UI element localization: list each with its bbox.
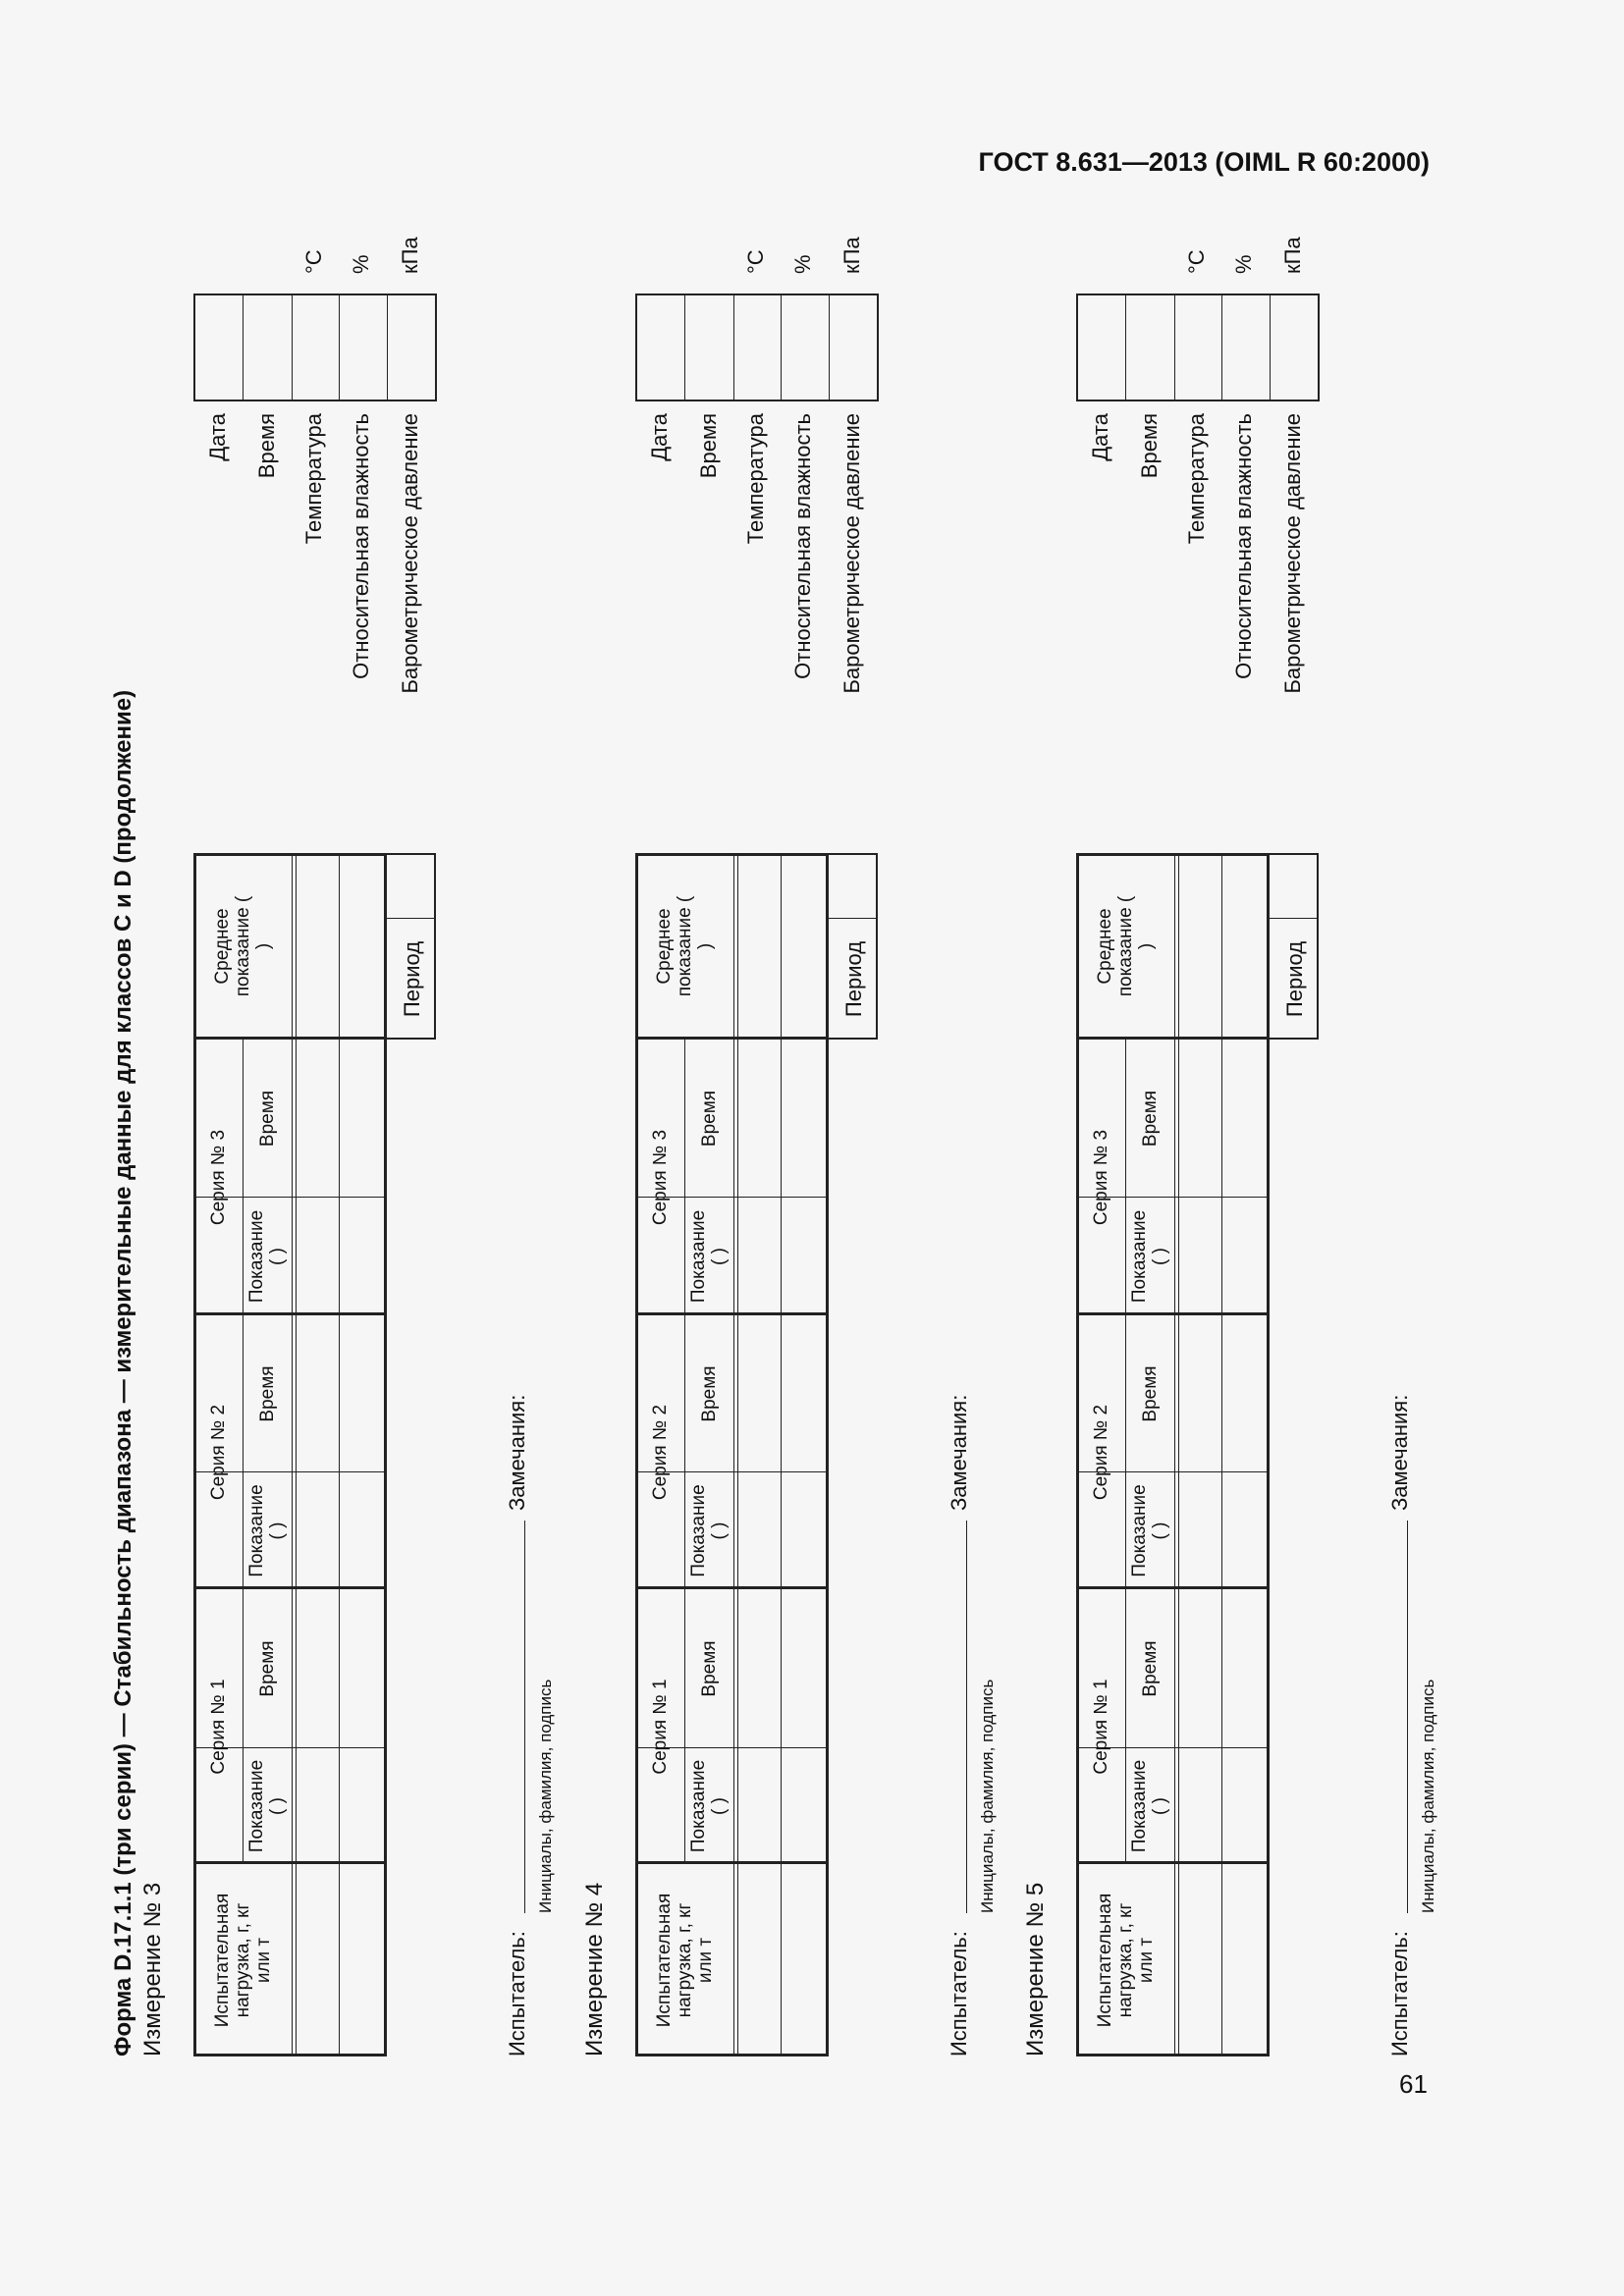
env-label-4: Барометрическое давление [1280, 413, 1305, 694]
signature-note: Инициалы, фамилия, подпись [1419, 1679, 1437, 1913]
series-header-2: Серия № 2 [1090, 1404, 1111, 1501]
env-label-3: Относительная влажность [790, 413, 815, 679]
env-box-row [1174, 294, 1175, 401]
env-box-row [733, 294, 734, 401]
row-line [1221, 853, 1222, 2056]
period-label: Период [1281, 940, 1307, 1018]
env-label-0: Дата [205, 413, 230, 461]
env-unit-3: % [349, 254, 373, 274]
page-number: 61 [1399, 2069, 1428, 2099]
period-inner-divider [829, 918, 878, 919]
time-header-3: Время [1139, 1090, 1161, 1148]
tester-label: Испытатель: [505, 1931, 529, 2056]
reading-header-1: Показание ( ) [246, 1759, 288, 1853]
env-box-row [781, 294, 782, 401]
remarks-label: Замечания: [947, 1394, 971, 1511]
period-inner-divider [1270, 918, 1319, 919]
env-label-4: Барометрическое давление [839, 413, 864, 694]
env-label-1: Время [254, 413, 279, 479]
reading-header-3: Показание ( ) [688, 1209, 730, 1304]
average-header: Среднее показание ( ) [653, 895, 716, 997]
time-header-2: Время [256, 1365, 278, 1422]
env-label-1: Время [696, 413, 721, 479]
tester-label: Испытатель: [1387, 1931, 1412, 2056]
header-bottom-line-double [1178, 853, 1179, 2056]
env-box-row [1270, 294, 1271, 401]
measurement-title: Измерение № 5 [1022, 1882, 1049, 2056]
env-box-row [243, 294, 244, 401]
time-header-2: Время [698, 1365, 720, 1422]
series-header-1: Серия № 1 [1090, 1679, 1111, 1775]
average-header: Среднее показание ( ) [1094, 895, 1157, 997]
env-box-row [339, 294, 340, 401]
measurement-block-3 [139, 0, 581, 2296]
measurement-block-5 [1022, 0, 1464, 2296]
reading-header-1: Показание ( ) [688, 1759, 730, 1853]
env-label-4: Барометрическое давление [398, 413, 422, 694]
env-unit-4: кПа [398, 237, 422, 274]
env-label-0: Дата [1088, 413, 1112, 461]
time-header-3: Время [698, 1090, 720, 1148]
header-bottom-line [292, 853, 293, 2056]
measurement-title: Измерение № 3 [139, 1882, 166, 2056]
measurement-block-4 [581, 0, 1023, 2296]
env-unit-2: °С [743, 249, 768, 274]
time-header-1: Время [256, 1640, 278, 1697]
env-label-2: Температура [1184, 413, 1209, 545]
measurement-title: Измерение № 4 [581, 1882, 608, 2056]
period-label: Период [840, 940, 866, 1018]
env-box-row [684, 294, 685, 401]
load-header: Испытательная нагрузка, г, кг или т [211, 1893, 274, 2028]
signature-note: Инициалы, фамилия, подпись [978, 1679, 997, 1913]
reading-header-2: Показание ( ) [688, 1484, 730, 1577]
env-label-3: Относительная влажность [349, 413, 373, 679]
series-header-3: Серия № 3 [207, 1129, 229, 1226]
signature-line [966, 1521, 967, 1913]
time-header-3: Время [256, 1090, 278, 1148]
header-bottom-line [1174, 853, 1175, 2056]
remarks-label: Замечания: [505, 1394, 529, 1511]
reading-header-1: Показание ( ) [1129, 1759, 1170, 1853]
time-header-2: Время [1139, 1365, 1161, 1422]
signature-note: Инициалы, фамилия, подпись [536, 1679, 555, 1913]
header-bottom-line [733, 853, 734, 2056]
env-unit-2: °С [301, 249, 326, 274]
signature-line [524, 1521, 525, 1913]
header-bottom-line-double [737, 853, 738, 2056]
series-header-2: Серия № 2 [207, 1404, 229, 1501]
reading-header-2: Показание ( ) [246, 1484, 288, 1577]
env-box-frame [635, 294, 879, 401]
env-label-0: Дата [647, 413, 672, 461]
env-box-frame [1076, 294, 1320, 401]
time-header-1: Время [1139, 1640, 1161, 1697]
header-bottom-line-double [296, 853, 297, 2056]
env-box-row [829, 294, 830, 401]
series-header-3: Серия № 3 [1090, 1129, 1111, 1226]
signature-line [1407, 1521, 1408, 1913]
env-label-2: Температура [743, 413, 768, 545]
average-header: Среднее показание ( ) [211, 895, 274, 997]
env-label-2: Температура [301, 413, 326, 545]
series-header-2: Серия № 2 [649, 1404, 671, 1501]
reading-header-3: Показание ( ) [1129, 1209, 1170, 1304]
env-label-3: Относительная влажность [1231, 413, 1256, 679]
env-label-1: Время [1137, 413, 1162, 479]
env-box-row [387, 294, 388, 401]
load-header: Испытательная нагрузка, г, кг или т [1094, 1893, 1157, 2028]
series-header-3: Серия № 3 [649, 1129, 671, 1226]
env-unit-4: кПа [1280, 237, 1305, 274]
env-box-row [1221, 294, 1222, 401]
time-header-1: Время [698, 1640, 720, 1697]
period-label: Период [399, 940, 424, 1018]
series-header-1: Серия № 1 [207, 1679, 229, 1775]
form-title: Форма D.17.1.1 (три серии) — Стабильность диапазона — измерительные данные для классов С и D (продолжение) [110, 689, 136, 2056]
load-header: Испытательная нагрузка, г, кг или т [653, 1893, 716, 2028]
remarks-label: Замечания: [1387, 1394, 1412, 1511]
env-unit-2: °С [1184, 249, 1209, 274]
env-box-row [292, 294, 293, 401]
tester-label: Испытатель: [947, 1931, 971, 2056]
env-box-row [1125, 294, 1126, 401]
period-inner-divider [387, 918, 436, 919]
reading-header-2: Показание ( ) [1129, 1484, 1170, 1577]
document-header: ГОСТ 8.631—2013 (OIML R 60:2000) [978, 147, 1430, 177]
env-unit-3: % [1231, 254, 1256, 274]
row-line [781, 853, 782, 2056]
series-header-1: Серия № 1 [649, 1679, 671, 1775]
env-box-frame [193, 294, 437, 401]
reading-header-3: Показание ( ) [246, 1209, 288, 1304]
env-unit-4: кПа [839, 237, 864, 274]
env-unit-3: % [790, 254, 815, 274]
row-line [339, 853, 340, 2056]
